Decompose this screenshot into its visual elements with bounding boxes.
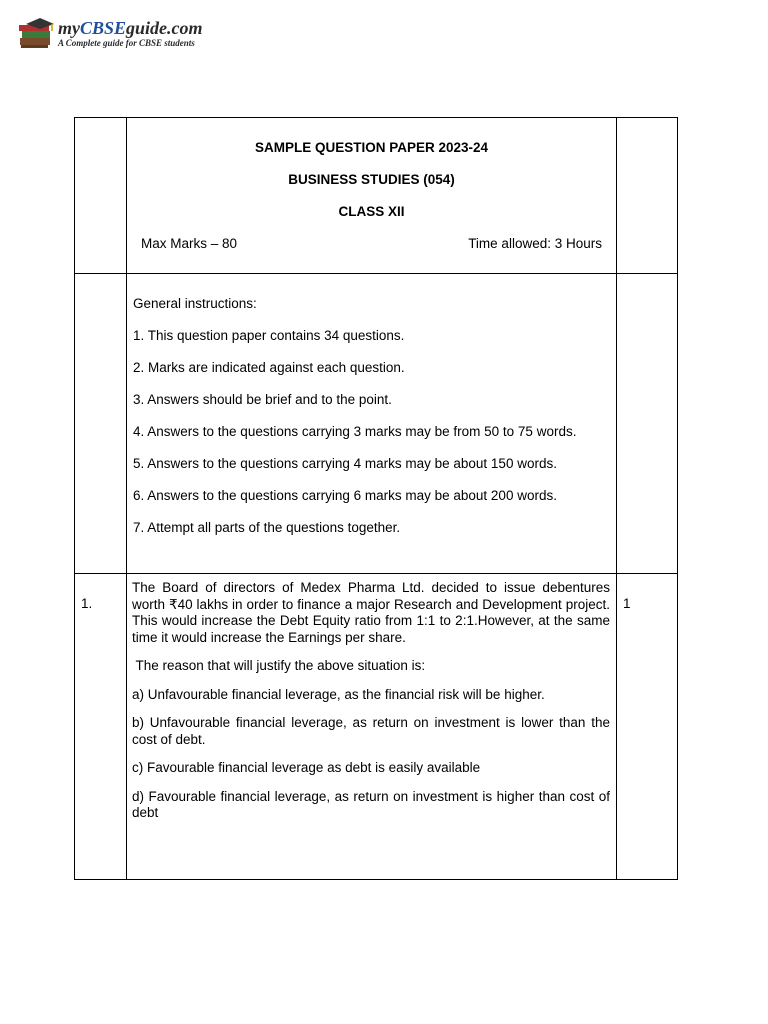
empty-cell xyxy=(75,274,127,574)
question-prompt: The reason that will justify the above situation is: xyxy=(132,658,426,673)
books-icon xyxy=(18,16,56,50)
site-logo[interactable] xyxy=(18,14,218,54)
option-b: b) Unfavourable financial leverage, as return on investment is lower than the cost of debt. xyxy=(132,715,610,747)
option-d: d) Favourable financial leverage, as return on investment is higher than cost of debt xyxy=(132,788,610,820)
option-a: a) Unfavourable financial leverage, as the financial risk will be higher. xyxy=(132,686,545,702)
option-c: c) Favourable financial leverage as debt is easily available xyxy=(132,760,481,775)
logo-tagline: A Complete guide for CBSE students xyxy=(58,38,195,48)
instruction-item: 1. This question paper contains 34 questions. xyxy=(133,328,405,343)
instructions-row xyxy=(75,274,678,574)
question-row xyxy=(75,574,678,880)
question-text: The Board of directors of Medex Pharma Ltd. decided to issue debentures worth ₹40 lakhs in order to finance a major Research and Development project. This would increase the Debt Equity ratio from 1:1 to 2:1.However, at the same time it would increase the Earnings per share. xyxy=(132,580,610,645)
instruction-item: 6. Answers to the questions carrying 6 marks may be about 200 words. xyxy=(133,488,557,503)
header-row xyxy=(75,118,678,274)
instruction-item: 2. Marks are indicated against each question. xyxy=(133,360,405,375)
paper-header-cell xyxy=(127,118,617,274)
instruction-item: 4. Answers to the questions carrying 3 marks may be from 50 to 75 words. xyxy=(133,424,577,439)
instruction-item: 3. Answers should be brief and to the point. xyxy=(133,392,392,407)
question-cell xyxy=(127,574,617,880)
empty-cell xyxy=(617,118,678,274)
instruction-item: 5. Answers to the questions carrying 4 marks may be about 150 words. xyxy=(133,456,557,471)
question-number: 1. xyxy=(75,574,127,880)
time-allowed: Time allowed: 3 Hours xyxy=(468,236,602,251)
paper-title: SAMPLE QUESTION PAPER 2023-24 xyxy=(254,140,489,155)
question-paper-table xyxy=(74,117,678,880)
paper-class: CLASS XII xyxy=(338,204,405,219)
instructions-cell xyxy=(127,274,617,574)
empty-cell xyxy=(75,118,127,274)
max-marks: Max Marks – 80 xyxy=(141,236,238,251)
empty-cell xyxy=(617,274,678,574)
paper-subject: BUSINESS STUDIES (054) xyxy=(288,172,455,187)
instructions-title: General instructions: xyxy=(133,296,257,311)
question-marks: 1 xyxy=(617,574,678,880)
marks-time-row xyxy=(141,236,602,251)
instruction-item: 7. Attempt all parts of the questions together. xyxy=(133,520,401,535)
logo-title: myCBSEguide.com xyxy=(58,18,203,38)
